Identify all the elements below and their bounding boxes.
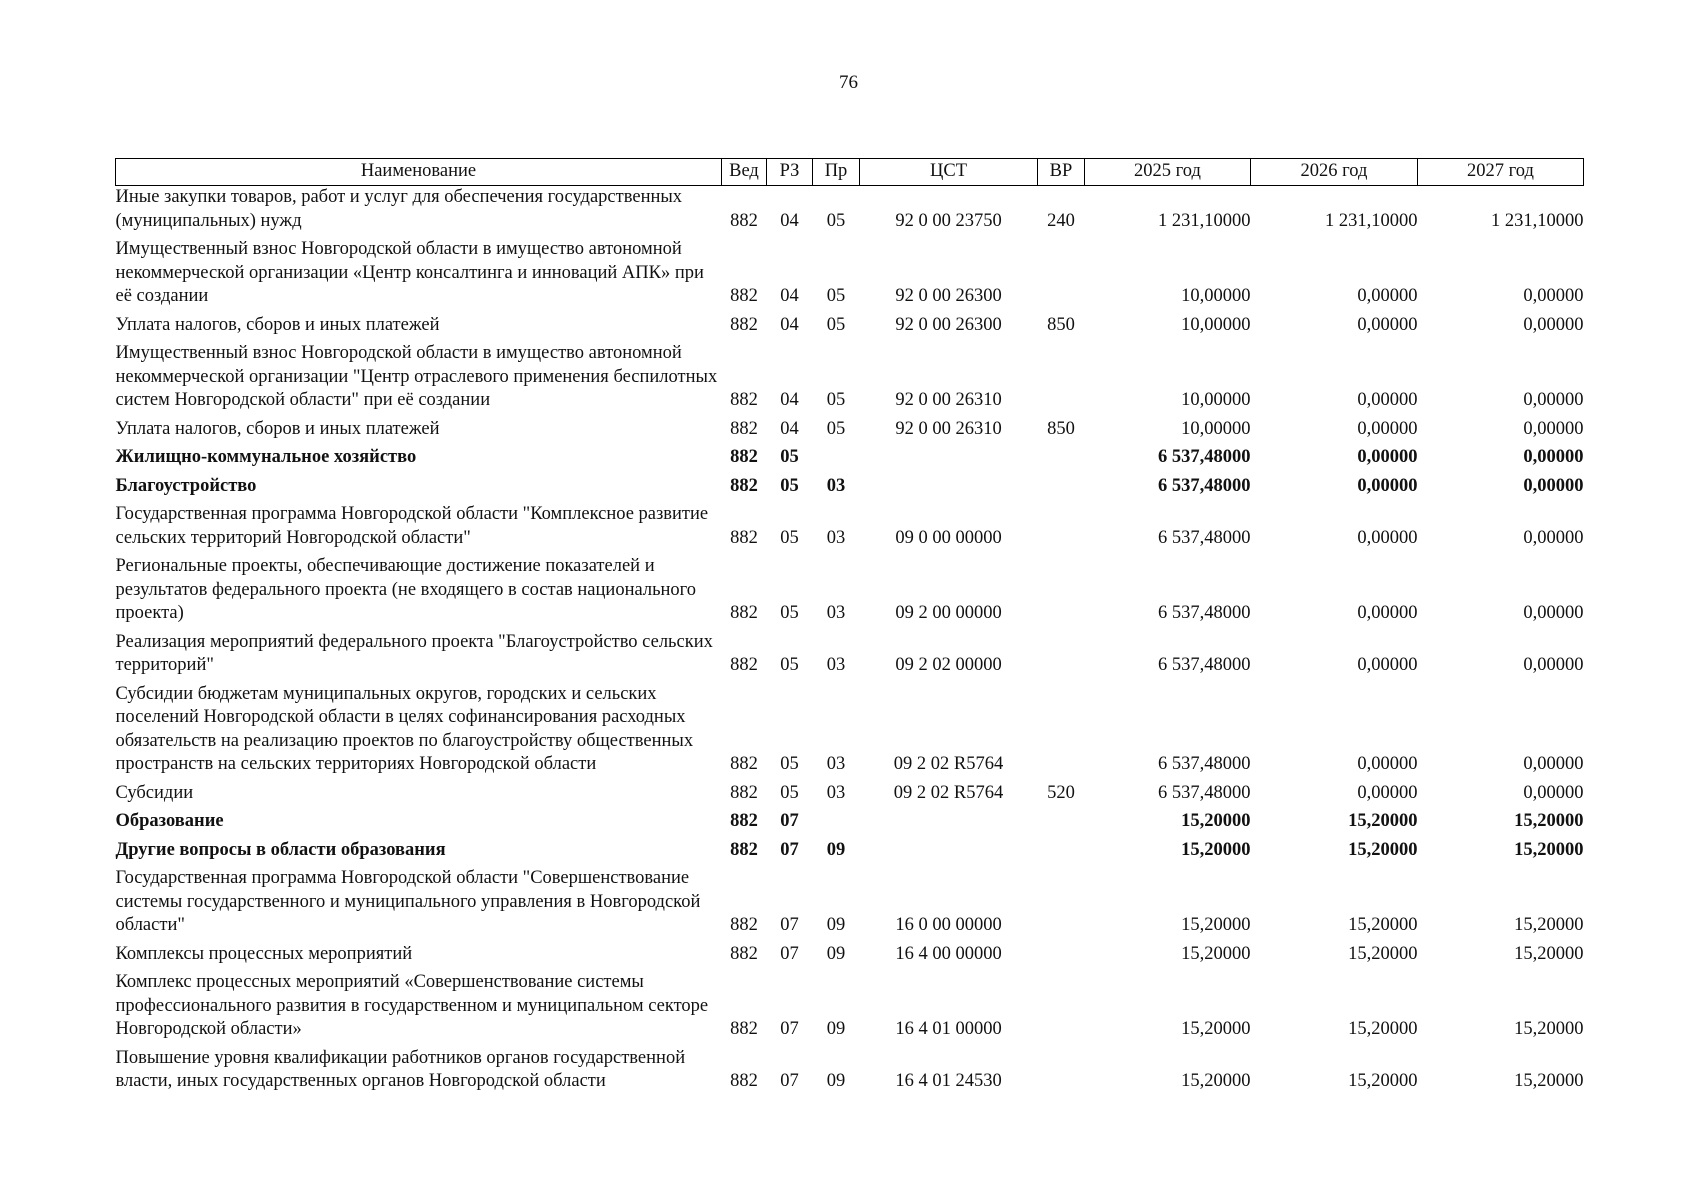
cell-cst bbox=[860, 805, 1038, 834]
table-row bbox=[116, 626, 1584, 678]
cell-2025: 15,20000 bbox=[1181, 839, 1251, 860]
cell-2026: 0,00000 bbox=[1357, 314, 1418, 335]
cell-rz: 04 bbox=[780, 210, 799, 231]
cell-vr: 850 bbox=[1047, 418, 1075, 439]
cell-ved: 882 bbox=[730, 754, 758, 774]
cell-pr: 09 bbox=[826, 1019, 846, 1039]
cell-2025: 6 537,48000 bbox=[1158, 754, 1251, 774]
cell-cst: 92 0 00 26300 bbox=[895, 286, 1002, 306]
table-row bbox=[116, 470, 1584, 499]
cell-ved: 882 bbox=[730, 603, 758, 623]
cell-ved: 882 bbox=[730, 314, 758, 335]
table-row bbox=[116, 309, 1584, 338]
cell-pr: 03 bbox=[826, 475, 846, 496]
header-rz: РЗ bbox=[767, 159, 813, 186]
cell-name: Имущественный взнос Новгородской области в имущество автономной некоммерческой организации «Центр консалтинга и инноваций АПК» при её создании bbox=[115, 239, 704, 306]
cell-2027: 0,00000 bbox=[1523, 447, 1584, 467]
cell-cst: 09 2 00 00000 bbox=[895, 603, 1002, 623]
cell-rz: 04 bbox=[780, 390, 799, 410]
cell-rz: 07 bbox=[780, 915, 799, 935]
cell-rz: 05 bbox=[780, 527, 799, 548]
cell-pr: 03 bbox=[826, 782, 846, 803]
cell-pr: 05 bbox=[826, 210, 846, 231]
cell-2027: 1 231,10000 bbox=[1491, 210, 1584, 231]
cell-name: Государственная программа Новгородской области "Комплексное развитие сельских территорий Новгородской области" bbox=[115, 504, 709, 548]
cell-2026: 0,00000 bbox=[1357, 390, 1418, 410]
cell-pr bbox=[813, 805, 860, 834]
cell-rz: 04 bbox=[780, 286, 799, 306]
cell-2026: 15,20000 bbox=[1348, 943, 1418, 964]
cell-2027: 15,20000 bbox=[1514, 1019, 1584, 1039]
cell-vr bbox=[1038, 678, 1085, 777]
cell-2027: 0,00000 bbox=[1523, 754, 1584, 774]
cell-2025: 15,20000 bbox=[1181, 1071, 1251, 1091]
cell-ved: 882 bbox=[730, 286, 758, 306]
budget-table bbox=[115, 158, 1584, 1094]
cell-2026: 15,20000 bbox=[1348, 839, 1418, 860]
cell-rz: 04 bbox=[780, 418, 799, 439]
cell-2026: 15,20000 bbox=[1348, 1071, 1418, 1091]
cell-2025: 10,00000 bbox=[1181, 286, 1251, 306]
cell-name: Другие вопросы в области образования bbox=[115, 839, 446, 860]
cell-2025: 6 537,48000 bbox=[1158, 447, 1251, 467]
cell-name: Повышение уровня квалификации работников органов государственной власти, иных государственных органов Новгородской области bbox=[115, 1047, 686, 1091]
cell-2026: 15,20000 bbox=[1348, 811, 1418, 831]
cell-pr: 05 bbox=[826, 390, 846, 410]
table-row bbox=[116, 233, 1584, 309]
cell-vr bbox=[1038, 233, 1085, 309]
cell-vr bbox=[1038, 862, 1085, 938]
cell-cst: 16 4 01 24530 bbox=[895, 1071, 1002, 1091]
cell-ved: 882 bbox=[730, 655, 758, 675]
cell-2026: 0,00000 bbox=[1357, 754, 1418, 774]
cell-2027: 15,20000 bbox=[1514, 1071, 1584, 1091]
cell-ved: 882 bbox=[730, 943, 758, 964]
cell-ved: 882 bbox=[730, 447, 758, 467]
cell-2026: 0,00000 bbox=[1357, 418, 1418, 439]
cell-cst bbox=[860, 834, 1038, 863]
header-cst: ЦСТ bbox=[860, 159, 1038, 186]
cell-vr bbox=[1038, 626, 1085, 678]
cell-ved: 882 bbox=[730, 475, 758, 496]
header-ved: Вед bbox=[722, 159, 767, 186]
cell-2027: 0,00000 bbox=[1523, 418, 1584, 439]
cell-2025: 1 231,10000 bbox=[1158, 210, 1251, 231]
cell-name: Региональные проекты, обеспечивающие достижение показателей и результатов федерального проекта (не входящего в состав национального проекта) bbox=[115, 556, 697, 623]
cell-pr: 05 bbox=[826, 418, 846, 439]
cell-2027: 15,20000 bbox=[1514, 915, 1584, 935]
cell-ved: 882 bbox=[730, 390, 758, 410]
cell-cst: 16 0 00 00000 bbox=[895, 915, 1002, 935]
cell-cst: 92 0 00 26300 bbox=[895, 314, 1002, 335]
cell-name: Образование bbox=[115, 811, 224, 831]
table-header-row bbox=[116, 159, 1584, 186]
cell-pr: 03 bbox=[826, 603, 846, 623]
cell-vr bbox=[1038, 498, 1085, 550]
cell-name: Субсидии бюджетам муниципальных округов, городских и сельских поселений Новгородской области в целях софинансирования расходных обязательств на реализацию проектов по благоустройству общественных пространств на сельских территориях Новгородской области bbox=[115, 683, 694, 774]
cell-rz: 05 bbox=[780, 754, 799, 774]
cell-ved: 882 bbox=[730, 210, 758, 231]
cell-2027: 0,00000 bbox=[1523, 390, 1584, 410]
cell-name: Субсидии bbox=[115, 782, 194, 803]
cell-vr bbox=[1038, 470, 1085, 499]
cell-2025: 15,20000 bbox=[1181, 943, 1251, 964]
cell-2027: 0,00000 bbox=[1523, 314, 1584, 335]
table-row bbox=[116, 337, 1584, 413]
cell-pr: 05 bbox=[826, 286, 846, 306]
cell-pr: 03 bbox=[826, 754, 846, 774]
cell-2026: 0,00000 bbox=[1357, 603, 1418, 623]
cell-ved: 882 bbox=[730, 418, 758, 439]
table-row bbox=[116, 498, 1584, 550]
header-2026: 2026 год bbox=[1251, 159, 1418, 186]
cell-cst: 16 4 00 00000 bbox=[895, 943, 1002, 964]
cell-2027: 0,00000 bbox=[1523, 782, 1584, 803]
cell-cst: 09 2 02 R5764 bbox=[893, 754, 1004, 774]
table-row bbox=[116, 805, 1584, 834]
cell-rz: 05 bbox=[780, 475, 799, 496]
cell-rz: 07 bbox=[780, 811, 799, 831]
cell-vr bbox=[1038, 550, 1085, 626]
cell-2025: 15,20000 bbox=[1181, 1019, 1251, 1039]
cell-name: Реализация мероприятий федерального проекта "Благоустройство сельских территорий" bbox=[115, 631, 713, 675]
cell-cst: 16 4 01 00000 bbox=[895, 1019, 1002, 1039]
cell-pr: 05 bbox=[826, 314, 846, 335]
cell-2025: 15,20000 bbox=[1181, 811, 1251, 831]
cell-2027: 0,00000 bbox=[1523, 603, 1584, 623]
cell-name: Уплата налогов, сборов и иных платежей bbox=[115, 418, 440, 439]
cell-2027: 15,20000 bbox=[1514, 811, 1584, 831]
cell-cst: 09 2 02 00000 bbox=[895, 655, 1002, 675]
cell-2027: 0,00000 bbox=[1523, 286, 1584, 306]
cell-name: Комплекс процессных мероприятий «Совершенствование системы профессионального развития в государственном и муниципальном секторе Новгородской области» bbox=[115, 972, 709, 1039]
cell-2026: 0,00000 bbox=[1357, 527, 1418, 548]
cell-name: Уплата налогов, сборов и иных платежей bbox=[115, 314, 440, 335]
header-name: Наименование bbox=[116, 159, 722, 186]
cell-vr bbox=[1038, 1042, 1085, 1094]
cell-cst: 92 0 00 23750 bbox=[895, 210, 1002, 231]
cell-vr bbox=[1038, 337, 1085, 413]
cell-2026: 0,00000 bbox=[1357, 782, 1418, 803]
table-row bbox=[116, 1042, 1584, 1094]
cell-pr: 09 bbox=[826, 915, 846, 935]
cell-vr bbox=[1038, 938, 1085, 967]
cell-rz: 07 bbox=[780, 1071, 799, 1091]
header-2025: 2025 год bbox=[1085, 159, 1251, 186]
cell-2026: 0,00000 bbox=[1357, 286, 1418, 306]
cell-pr: 03 bbox=[826, 655, 846, 675]
cell-2026: 0,00000 bbox=[1357, 655, 1418, 675]
cell-rz: 07 bbox=[780, 1019, 799, 1039]
cell-2027: 15,20000 bbox=[1514, 839, 1584, 860]
cell-ved: 882 bbox=[730, 1071, 758, 1091]
cell-rz: 05 bbox=[780, 655, 799, 675]
cell-vr bbox=[1038, 966, 1085, 1042]
cell-ved: 882 bbox=[730, 839, 758, 860]
cell-2025: 10,00000 bbox=[1181, 314, 1251, 335]
cell-ved: 882 bbox=[730, 811, 758, 831]
cell-2025: 10,00000 bbox=[1181, 390, 1251, 410]
table-row bbox=[116, 938, 1584, 967]
cell-rz: 05 bbox=[780, 447, 799, 467]
table-row bbox=[116, 678, 1584, 777]
cell-2025: 6 537,48000 bbox=[1158, 603, 1251, 623]
cell-name: Жилищно-коммунальное хозяйство bbox=[115, 447, 417, 467]
cell-vr bbox=[1038, 441, 1085, 470]
cell-2025: 10,00000 bbox=[1181, 418, 1251, 439]
table-body bbox=[116, 186, 1584, 1094]
cell-2027: 0,00000 bbox=[1523, 527, 1584, 548]
cell-cst: 09 0 00 00000 bbox=[895, 527, 1002, 548]
cell-ved: 882 bbox=[730, 1019, 758, 1039]
cell-ved: 882 bbox=[730, 527, 758, 548]
cell-pr: 09 bbox=[826, 943, 846, 964]
cell-rz: 07 bbox=[780, 839, 799, 860]
cell-pr: 03 bbox=[826, 527, 846, 548]
table-row bbox=[116, 441, 1584, 470]
table-row bbox=[116, 777, 1584, 806]
cell-2026: 1 231,10000 bbox=[1325, 210, 1418, 231]
cell-vr: 240 bbox=[1047, 210, 1075, 231]
cell-rz: 04 bbox=[780, 314, 799, 335]
cell-2025: 6 537,48000 bbox=[1158, 475, 1251, 496]
cell-2026: 0,00000 bbox=[1357, 447, 1418, 467]
cell-name: Имущественный взнос Новгородской области в имущество автономной некоммерческой организации "Центр отраслевого применения беспилотных систем Новгородской области" при её создании bbox=[115, 343, 718, 410]
cell-2026: 15,20000 bbox=[1348, 915, 1418, 935]
cell-2025: 15,20000 bbox=[1181, 915, 1251, 935]
cell-pr: 09 bbox=[826, 1071, 846, 1091]
cell-cst: 92 0 00 26310 bbox=[895, 418, 1002, 439]
cell-ved: 882 bbox=[730, 782, 758, 803]
cell-cst bbox=[860, 470, 1038, 499]
header-vr: ВР bbox=[1038, 159, 1085, 186]
cell-vr: 850 bbox=[1047, 314, 1075, 335]
cell-vr bbox=[1038, 834, 1085, 863]
cell-name: Благоустройство bbox=[115, 475, 257, 496]
cell-ved: 882 bbox=[730, 915, 758, 935]
cell-cst bbox=[860, 441, 1038, 470]
cell-2025: 6 537,48000 bbox=[1158, 782, 1251, 803]
cell-2027: 15,20000 bbox=[1514, 943, 1584, 964]
cell-name: Иные закупки товаров, работ и услуг для обеспечения государственных (муниципальных) нужд bbox=[115, 187, 683, 231]
table-row bbox=[116, 186, 1584, 234]
cell-rz: 05 bbox=[780, 782, 799, 803]
cell-2025: 6 537,48000 bbox=[1158, 527, 1251, 548]
cell-2027: 0,00000 bbox=[1523, 475, 1584, 496]
cell-cst: 09 2 02 R5764 bbox=[893, 782, 1004, 803]
cell-2027: 0,00000 bbox=[1523, 655, 1584, 675]
table-row bbox=[116, 550, 1584, 626]
cell-pr: 09 bbox=[826, 839, 846, 860]
table-row bbox=[116, 413, 1584, 442]
header-2027: 2027 год bbox=[1418, 159, 1584, 186]
cell-name: Государственная программа Новгородской области "Совершенствование системы государственного и муниципального управления в Новгородской области" bbox=[115, 868, 701, 935]
cell-cst: 92 0 00 26310 bbox=[895, 390, 1002, 410]
cell-2026: 15,20000 bbox=[1348, 1019, 1418, 1039]
cell-2026: 0,00000 bbox=[1357, 475, 1418, 496]
cell-2025: 6 537,48000 bbox=[1158, 655, 1251, 675]
table-row bbox=[116, 862, 1584, 938]
cell-vr bbox=[1038, 805, 1085, 834]
cell-name: Комплексы процессных мероприятий bbox=[115, 943, 413, 964]
cell-pr bbox=[813, 441, 860, 470]
cell-rz: 07 bbox=[780, 943, 799, 964]
table-row bbox=[116, 834, 1584, 863]
cell-vr: 520 bbox=[1047, 782, 1075, 803]
page-number: 76 bbox=[839, 72, 858, 93]
header-pr: Пр bbox=[813, 159, 860, 186]
table-row bbox=[116, 966, 1584, 1042]
cell-rz: 05 bbox=[780, 603, 799, 623]
